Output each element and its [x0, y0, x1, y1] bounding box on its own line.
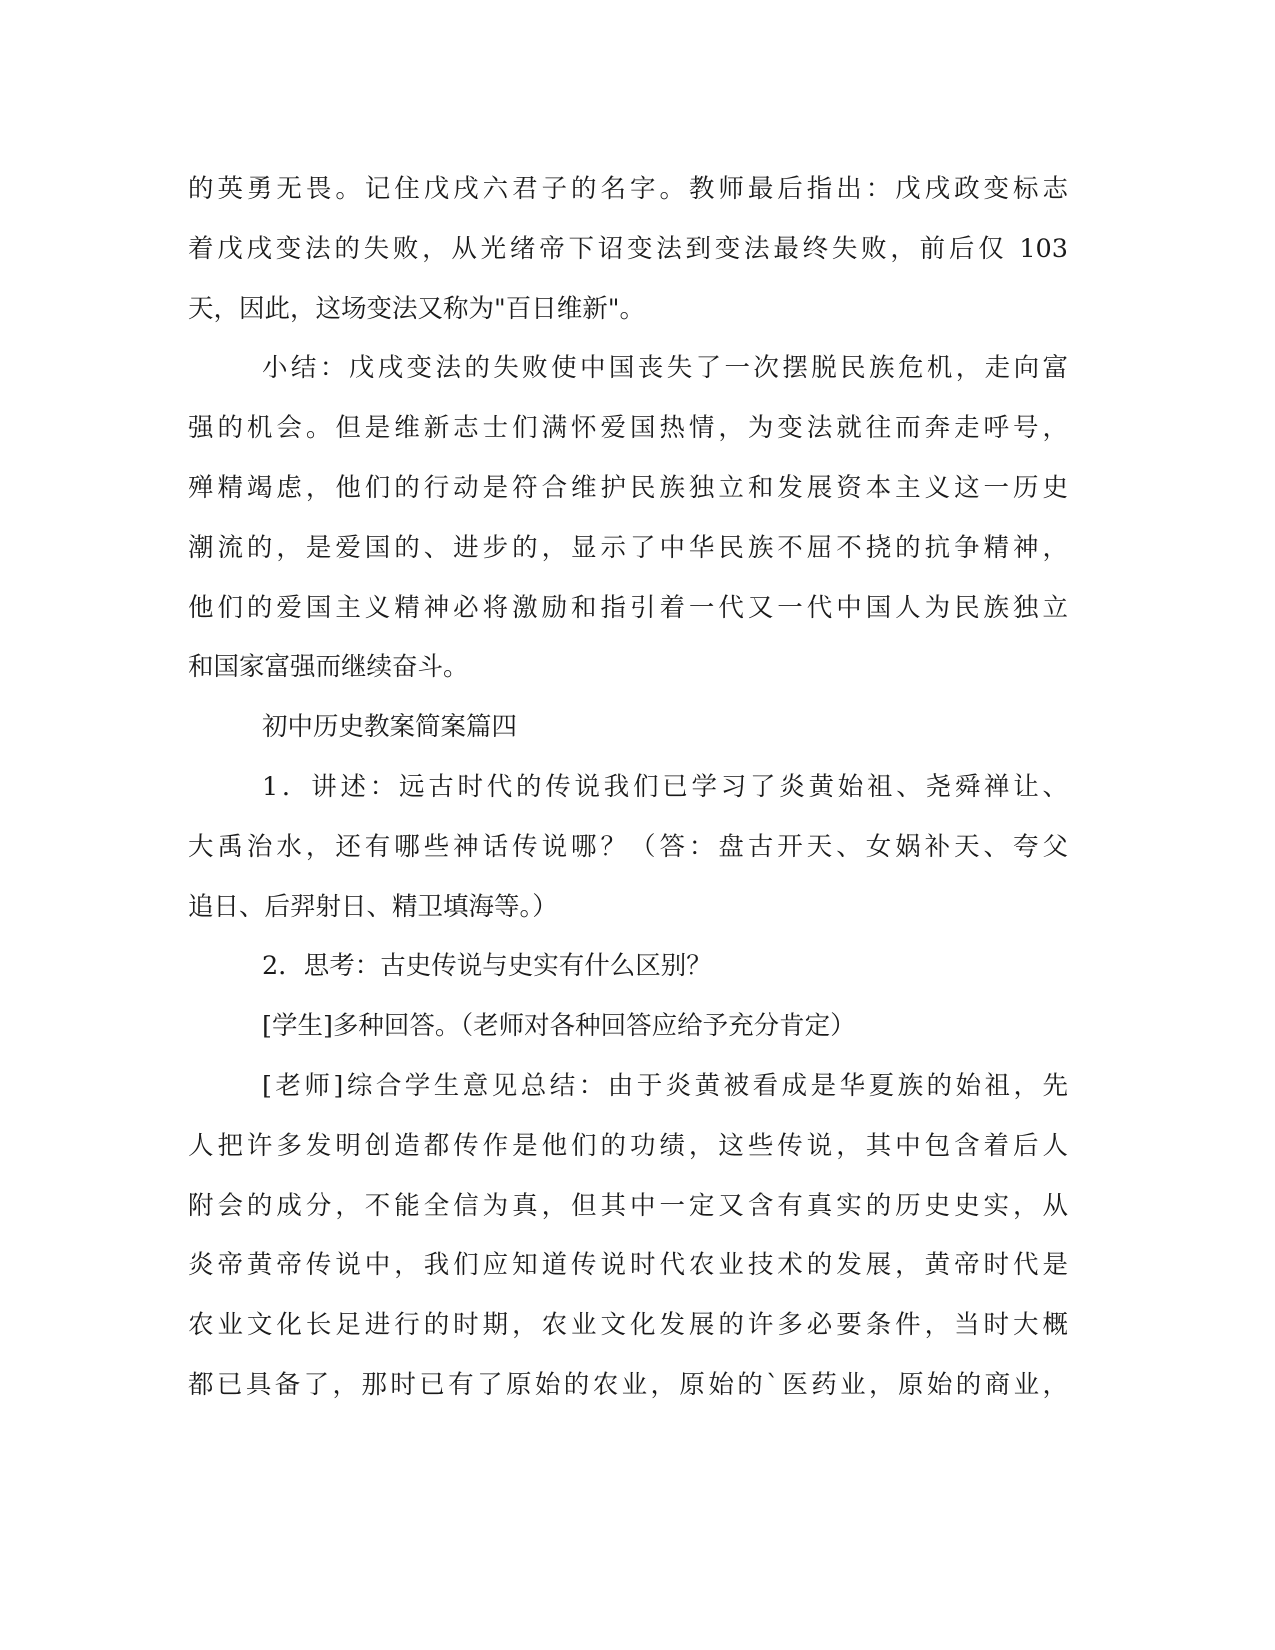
- summary-paragraph-start: 小结：戊戌变法的失败使中国丧失了一次摆脱民族危机，走向富: [262, 353, 1068, 384]
- text-line: 追日、后羿射日、精卫填海等。）: [188, 891, 558, 922]
- text-line: 大禹治水，还有哪些神话传说哪？（答：盘古开天、女娲补天、夸父: [188, 831, 1068, 862]
- document-body: [188, 160, 1068, 1416]
- section-heading: 初中历史教案简案篇四: [262, 712, 518, 743]
- list-item-2: 2．思考：古史传说与史实有什么区别？: [262, 951, 712, 982]
- list-item-1: 1．讲述：远古时代的传说我们已学习了炎黄始祖、尧舜禅让、: [262, 771, 1068, 802]
- text-line: 都已具备了，那时已有了原始的农业，原始的`医药业，原始的商业，: [188, 1369, 1068, 1400]
- student-answer: [学生]多种回答。（老师对各种回答应给予充分肯定）: [262, 1011, 856, 1042]
- text-line: 强的机会。但是维新志士们满怀爱国热情，为变法就往而奔走呼号，: [188, 413, 1068, 444]
- text-line: 农业文化长足进行的时期，农业文化发展的许多必要条件，当时大概: [188, 1310, 1068, 1341]
- text-line: 炎帝黄帝传说中，我们应知道传说时代农业技术的发展，黄帝时代是: [188, 1250, 1068, 1281]
- text-line: 的英勇无畏。记住戊戌六君子的名字。教师最后指出：戊戌政变标志: [188, 174, 1068, 204]
- text-line: 人把许多发明创造都传作是他们的功绩，这些传说，其中包含着后人: [188, 1130, 1068, 1161]
- text-line: 潮流的，是爱国的、进步的，显示了中华民族不屈不挠的抗争精神，: [188, 532, 1068, 563]
- text-line: 他们的爱国主义精神必将激励和指引着一代又一代中国人为民族独立: [188, 592, 1068, 623]
- text-line: 天，因此，这场变法又称为"百日维新"。: [188, 293, 645, 324]
- text-line: 和国家富强而继续奋斗。: [188, 652, 469, 683]
- text-line: 殚精竭虑，他们的行动是符合维护民族独立和发展资本主义这一历史: [188, 472, 1068, 503]
- text-line: 附会的成分，不能全信为真，但其中一定又含有真实的历史史实，从: [188, 1190, 1068, 1221]
- teacher-summary-start: [老师]综合学生意见总结：由于炎黄被看成是华夏族的始祖，先: [262, 1070, 1068, 1101]
- text-line: 着戊戌变法的失败，从光绪帝下诏变法到变法最终失败，前后仅 103: [188, 233, 1068, 264]
